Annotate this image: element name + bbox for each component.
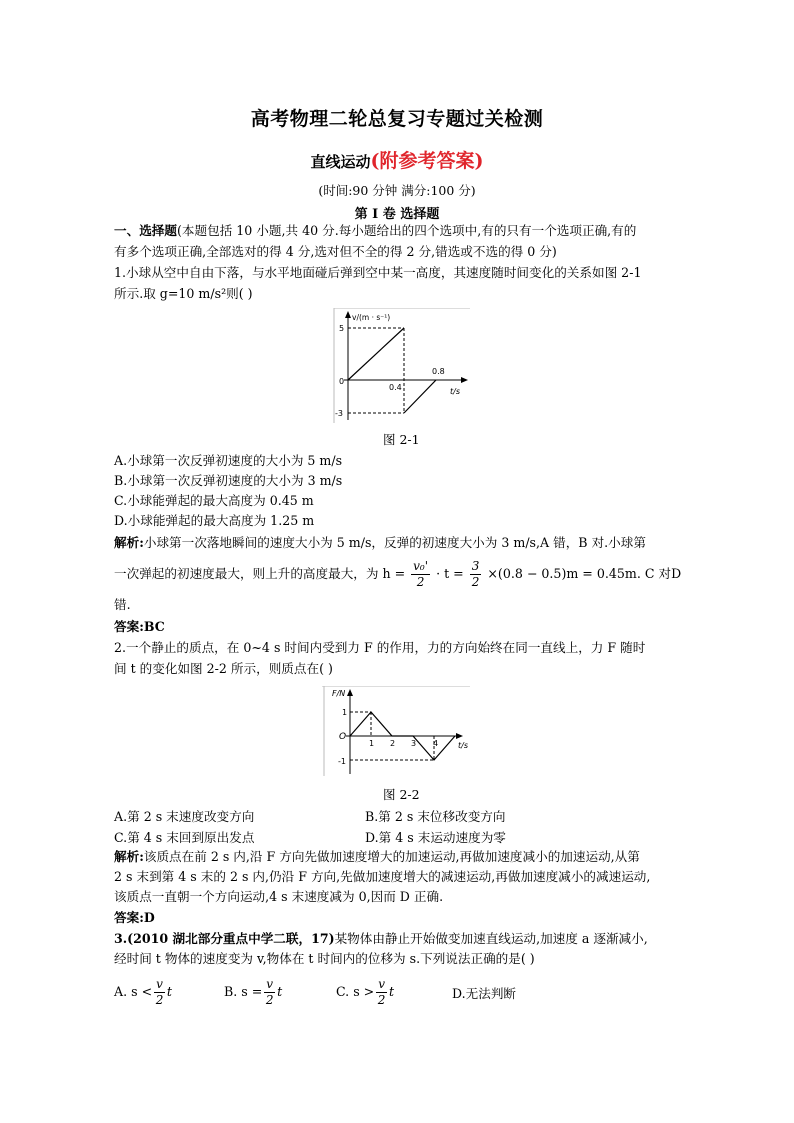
q2-analysis-3: 该质点一直朝一个方向运动,4 s 末速度减为 0,因而 D 正确.: [114, 889, 444, 904]
figure-2-1-caption: 图 2-1: [383, 432, 420, 447]
q1-fraction-2: $\frac{3}{2}$: [471, 559, 480, 589]
q1-option-b: B.小球第一次反弹初速度的大小为 3 m/s: [114, 473, 343, 488]
page-title: 高考物理二轮总复习专题过关检测: [250, 108, 544, 130]
q3-option-d: D.无法判断: [452, 986, 517, 1001]
q3-stem-1: 3.(2010 湖北部分重点中学二联，17)某物体由静止开始做变加速直线运动,加速度 a 逐渐减小,: [114, 931, 648, 946]
q1-analysis-2: 一次弹起的初速度最大，则上升的高度最大，为 h = $\frac{\text{v₀'}}{2}$ · t = $\frac{3}{2}$ ×(0.8 − 0.5)m = 0.45m. C 对D: [114, 559, 682, 589]
fig1-origin: 0: [339, 377, 345, 386]
fig2-ylabel: F/N: [332, 689, 346, 698]
fig2-y-neg: -1: [338, 757, 346, 766]
subtitle-main: 直线运动: [310, 153, 371, 171]
q2-option-a: A.第 2 s 末速度改变方向: [114, 809, 255, 824]
q3-option-b: B. s = $\frac{v}{2}$ t: [224, 977, 283, 1007]
fig1-xlabel: t/s: [450, 387, 460, 396]
page-subtitle: [0, 146, 794, 173]
figure-2-2-chart: [320, 686, 470, 778]
volume-heading: 第 I 卷 选择题: [354, 207, 440, 222]
q1-option-a: A.小球第一次反弹初速度的大小为 5 m/s: [114, 453, 343, 468]
fig1-ylabel: v/(m · s⁻¹): [352, 313, 391, 322]
q1-fraction-1: $\frac{\text{v₀'}}{2}$: [413, 559, 429, 589]
fig1-x1: 0.4: [389, 383, 402, 392]
q2-answer: 答案:D: [114, 910, 155, 925]
q2-analysis-2: 2 s 末到第 4 s 末的 2 s 内,仍沿 F 方向,先做加速度增大的减速运动,再做加速度减小的减速运动,: [114, 869, 651, 884]
fig2-y-pos: 1: [342, 708, 348, 717]
section-intro-1: 一、选择题(本题包括 10 小题,共 40 分.每小题给出的四个选项中,有的只有一个选项正确,有的: [114, 223, 637, 238]
fig2-x1: 1: [369, 739, 375, 748]
fig1-x2: 0.8: [432, 367, 445, 376]
fig2-x2: 2: [390, 739, 396, 748]
fig2-origin: O: [339, 732, 347, 742]
fig1-y-neg: -3: [335, 409, 343, 418]
q2-option-d: D.第 4 s 末运动速度为零: [365, 830, 506, 845]
subtitle-answer-note: (附参考答案): [370, 150, 484, 172]
q3-option-a: A. s < $\frac{v}{2}$ t: [114, 977, 172, 1007]
q1-option-d: D.小球能弹起的最大高度为 1.25 m: [114, 513, 315, 528]
fig2-x3: 3: [411, 739, 417, 748]
q1-stem-1: 1.小球从空中自由下落，与水平地面碰后弹到空中某一高度，其速度随时间变化的关系如图 2-1: [114, 265, 642, 280]
q1-stem-2: 所示.取 g=10 m/s²则( ): [114, 286, 253, 301]
fig1-y-pos: 5: [339, 324, 345, 333]
q3-stem-2: 经时间 t 物体的速度变为 v,物体在 t 时间内的位移为 s.下列说法正确的是( ): [114, 951, 535, 966]
q2-stem-2: 间 t 的变化如图 2-2 所示，则质点在( ): [114, 661, 333, 676]
figure-2-2-caption: 图 2-2: [383, 787, 420, 802]
q2-stem-1: 2.一个静止的质点，在 0~4 s 时间内受到力 F 的作用，力的方向始终在同一直线上，力 F 随时: [114, 640, 646, 655]
q1-answer: 答案:BC: [114, 619, 165, 634]
fig2-xlabel: t/s: [458, 741, 468, 750]
section-intro-2: 有多个选项正确,全部选对的得 4 分,选对但不全的得 2 分,错选或不选的得 0 分): [114, 244, 557, 259]
q1-analysis-1: 解析:小球第一次落地瞬间的速度大小为 5 m/s，反弹的初速度大小为 3 m/s,A 错，B 对.小球第: [114, 535, 646, 550]
q1-option-c: C.小球能弹起的最大高度为 0.45 m: [114, 493, 314, 508]
figure-2-1-chart: [330, 308, 470, 423]
q2-analysis-1: 解析:该质点在前 2 s 内,沿 F 方向先做加速度增大的加速运动,再做加速度减小的加速运动,从第: [114, 849, 640, 864]
fig2-x4: 4: [433, 739, 439, 748]
q2-option-b: B.第 2 s 末位移改变方向: [365, 809, 506, 824]
exam-info: (时间:90 分钟 满分:100 分): [318, 183, 476, 198]
q2-option-c: C.第 4 s 末回到原出发点: [114, 830, 255, 845]
q3-option-c: C. s > $\frac{v}{2}$ t: [336, 977, 395, 1007]
q1-analysis-3: 错.: [114, 597, 131, 612]
